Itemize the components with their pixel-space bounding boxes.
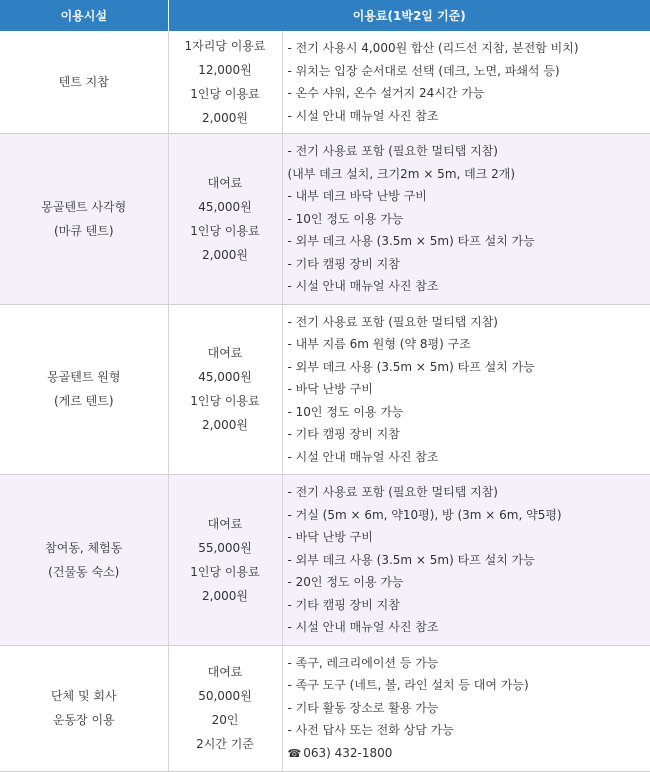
detail-line: - 전기 사용료 포함 (필요한 멀티탭 지참) xyxy=(288,140,650,163)
table-row-field xyxy=(0,645,650,772)
facility-name: 단체 및 회사 xyxy=(0,684,168,708)
detail-line: - 바닥 난방 구비 xyxy=(288,378,650,401)
facility-cell xyxy=(0,31,168,134)
price-label: 대여료 xyxy=(169,171,282,195)
per-person-value: 2,000원 xyxy=(169,584,282,608)
detail-line: - 거실 (5m × 6m, 약10평), 방 (3m × 6m, 약5평) xyxy=(288,504,650,527)
per-person-value: 2,000원 xyxy=(169,243,282,267)
price-cell xyxy=(168,304,282,475)
facility-cell xyxy=(0,645,168,772)
table-row-mongol-round xyxy=(0,304,650,475)
facility-name: 텐트 지참 xyxy=(0,70,168,94)
detail-line: - 외부 데크 사용 (3.5m × 5m) 타프 설치 가능 xyxy=(288,549,650,572)
duration-label: 2시간 기준 xyxy=(169,732,282,756)
detail-line: - 시설 안내 매뉴얼 사진 참조 xyxy=(288,275,650,298)
price-label: 대여료 xyxy=(169,512,282,536)
detail-cell xyxy=(282,31,650,134)
detail-line: - 전기 사용료 포함 (필요한 멀티탭 지참) xyxy=(288,311,650,334)
detail-line: - 온수 샤워, 온수 설거지 24시간 가능 xyxy=(288,82,650,105)
capacity-label: 20인 xyxy=(169,708,282,732)
detail-line: - 시설 안내 매뉴얼 사진 참조 xyxy=(288,616,650,639)
facility-subname: (건물동 숙소) xyxy=(0,560,168,584)
detail-line: - 기타 캠핑 장비 지참 xyxy=(288,594,650,617)
facility-subname: 운동장 이용 xyxy=(0,708,168,732)
detail-line: - 외부 데크 사용 (3.5m × 5m) 타프 설치 가능 xyxy=(288,356,650,379)
table-row-mongol-square xyxy=(0,134,650,305)
detail-line: - 전기 사용시 4,000원 합산 (리드선 지참, 분전함 비치) xyxy=(288,37,650,60)
detail-line: - 족구 도구 (네트, 볼, 라인 설치 등 대여 가능) xyxy=(288,674,650,697)
detail-cell xyxy=(282,304,650,475)
price-value: 45,000원 xyxy=(169,195,282,219)
facility-name: 몽골텐트 원형 xyxy=(0,365,168,389)
detail-cell xyxy=(282,475,650,646)
detail-line: - 사전 답사 또는 전화 상담 가능 xyxy=(288,719,650,742)
detail-line: - 10인 정도 이용 가능 xyxy=(288,208,650,231)
detail-line: - 바닥 난방 구비 xyxy=(288,526,650,549)
table-row-building xyxy=(0,475,650,646)
detail-cell xyxy=(282,645,650,772)
detail-line: - 시설 안내 매뉴얼 사진 참조 xyxy=(288,446,650,469)
facility-cell xyxy=(0,304,168,475)
price-label: 대여료 xyxy=(169,660,282,684)
price-label: 1자리당 이용료 xyxy=(169,34,282,58)
price-value: 50,000원 xyxy=(169,684,282,708)
detail-line: - 족구, 레크리에이션 등 가능 xyxy=(288,652,650,675)
per-person-value: 2,000원 xyxy=(169,413,282,437)
facility-cell xyxy=(0,134,168,305)
price-cell xyxy=(168,475,282,646)
detail-line: - 기타 캠핑 장비 지참 xyxy=(288,253,650,276)
phone-number: 063) 432-1800 xyxy=(303,746,392,760)
detail-line: (내부 데크 설치, 크기2m × 5m, 데크 2개) xyxy=(288,163,650,186)
price-cell xyxy=(168,31,282,134)
detail-line: - 내부 데크 바닥 난방 구비 xyxy=(288,185,650,208)
per-person-label: 1인당 이용료 xyxy=(169,560,282,584)
detail-line: - 10인 정도 이용 가능 xyxy=(288,401,650,424)
header-facility: 이용시설 xyxy=(0,0,168,31)
table-header-row xyxy=(0,0,650,31)
detail-line: - 전기 사용료 포함 (필요한 멀티탭 지참) xyxy=(288,481,650,504)
facility-cell xyxy=(0,475,168,646)
detail-line: - 내부 지름 6m 원형 (약 8평) 구조 xyxy=(288,333,650,356)
table-row-tent xyxy=(0,31,650,134)
detail-line: - 외부 데크 사용 (3.5m × 5m) 타프 설치 가능 xyxy=(288,230,650,253)
telephone-icon: ☎ xyxy=(288,747,302,760)
detail-cell xyxy=(282,134,650,305)
facility-name: 몽골텐트 사각형 xyxy=(0,195,168,219)
price-cell xyxy=(168,134,282,305)
detail-line: - 20인 정도 이용 가능 xyxy=(288,571,650,594)
price-value: 12,000원 xyxy=(169,58,282,82)
facility-subname: (게르 텐트) xyxy=(0,389,168,413)
facility-subname: (마큐 텐트) xyxy=(0,219,168,243)
header-fee: 이용료(1박2일 기준) xyxy=(168,0,650,31)
detail-line: - 기타 캠핑 장비 지참 xyxy=(288,423,650,446)
detail-line: - 기타 활동 장소로 활용 가능 xyxy=(288,697,650,720)
price-label: 대여료 xyxy=(169,341,282,365)
price-value: 45,000원 xyxy=(169,365,282,389)
detail-line: - 위치는 입장 순서대로 선택 (데크, 노면, 파쇄석 등) xyxy=(288,60,650,83)
per-person-value: 2,000원 xyxy=(169,106,282,130)
detail-line: - 시설 안내 매뉴얼 사진 참조 xyxy=(288,105,650,128)
per-person-label: 1인당 이용료 xyxy=(169,389,282,413)
price-cell xyxy=(168,645,282,772)
price-value: 55,000원 xyxy=(169,536,282,560)
per-person-label: 1인당 이용료 xyxy=(169,219,282,243)
facility-name: 참여동, 체험동 xyxy=(0,536,168,560)
per-person-label: 1인당 이용료 xyxy=(169,82,282,106)
phone-line xyxy=(288,742,650,766)
